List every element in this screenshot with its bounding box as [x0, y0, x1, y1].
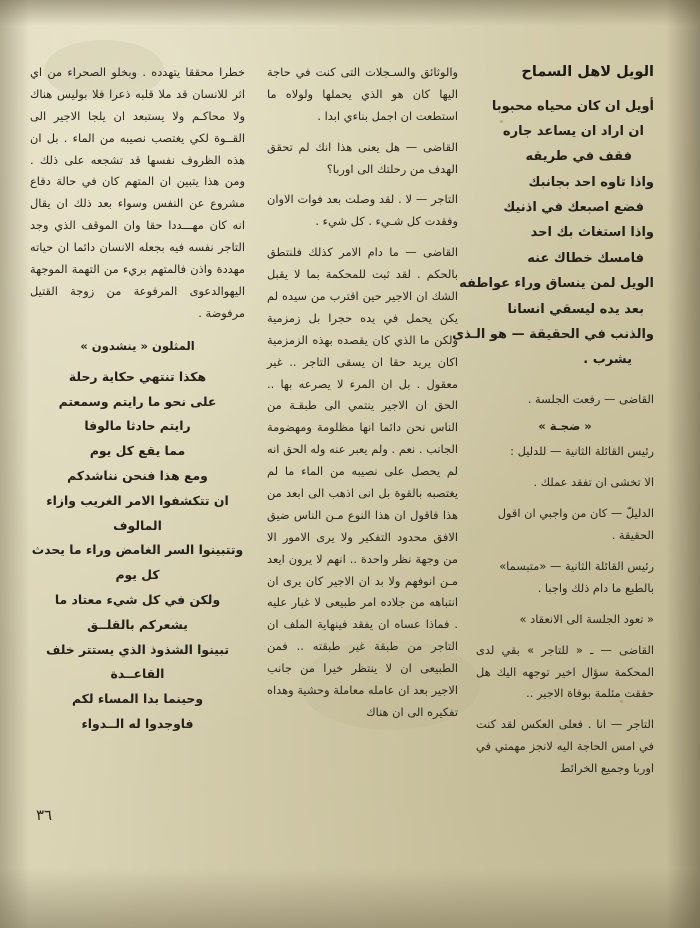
poem-line: فقف في طريقه: [525, 149, 632, 165]
verse-line: وتتبينوا السر الغامض وراء ما يحدث كل يوم: [31, 542, 244, 583]
verse-line: وحينما بدا المساء لكم: [71, 691, 204, 707]
column-left: [30, 62, 255, 822]
poem-line: يشرب .: [583, 352, 632, 368]
column-poem: [452, 62, 670, 822]
body-paragraph: والوثائق والسـجلات التى كنت في حاجة اليها كان هو الذي يحملها ولولاه ما استطعت ان اجمل بناءي ابدا .: [267, 65, 458, 123]
verse-line: فاوجدوا له الــدواء: [81, 716, 194, 732]
dialogue-line: رئيس القائلة الثانية — للدليل :: [510, 444, 654, 459]
dialogue-line: رئيس القائلة الثانية — «متبسما» بالطبع ما دام ذلك واجبا .: [499, 558, 654, 595]
page-edge-bottom-shadow: [0, 868, 700, 928]
verse-line: تبينوا الشذوذ الذي يستتر خلف القاعــدة: [45, 641, 230, 682]
poem-line: واذا استغاث بك احد: [530, 225, 654, 241]
stage-direction: القاضى — رفعت الجلسة .: [527, 391, 654, 406]
poem-title: الويل لاهل السماح: [521, 64, 654, 80]
page-edge-top-shadow: [0, 0, 700, 26]
body-paragraph: التاجر — لا . لقد وصلت بعد فوات الاوان وفقدت كل شـيء . كل شيء .: [267, 192, 458, 229]
page-number: ٣٦: [36, 806, 53, 824]
verse-line: رايتم حادثا مالوفا: [84, 418, 191, 434]
verse-line: هكذا تنتهي حكاية رحلة: [68, 368, 207, 384]
body-paragraph: القاضى — هل يعنى هذا انك لم تحقق الهدف من رحلتك الى اوربا؟: [267, 139, 458, 176]
dialogue-line: الدليلّ — كان من واجبي ان اقول الحقيقة .: [497, 506, 654, 543]
page-columns: [30, 62, 670, 822]
poem-line: والذنب في الحقيقة — هو الـذى: [452, 326, 654, 342]
dialogue-line: القاضى — ـ « للتاجر » بقي لدى المحكمة سؤال اخير توجهه اليك هل حققت مئلمة بوفاة الاجير ..: [476, 642, 654, 701]
poem-line: أويل ان كان محياه محبوبا: [491, 98, 654, 114]
poem-line: فامسك خطاك عنه: [527, 250, 644, 266]
page-edge-left-shadow: [0, 0, 30, 928]
closing-verses: [30, 365, 245, 737]
poem-line: ان اراد ان يساعد جاره: [502, 124, 644, 140]
page-binding-shadow: [666, 0, 700, 928]
verse-line: ومع هذا فنحن نناشدكم: [67, 467, 208, 483]
verse-line: ان تتكشفوا الامر الغريب وازاء المالوف: [46, 492, 229, 533]
verse-line: ولكن في كل شيء معتاد ما يشعركم بالقلــق: [54, 592, 221, 632]
section-marker: « ضجـة »: [538, 419, 592, 434]
poem-line: بعد يده ليسقي انسانا: [507, 301, 644, 317]
poem-line: فضع اصبعك في اذنيك: [503, 200, 644, 216]
column-middle: [255, 62, 470, 822]
poem-line: واذا تاوه احد بجانبك: [528, 174, 654, 190]
body-paragraph: خطرا محققا يتهدده . وبخلو الصحراء من اي اثر للانسان قد ملا قلبه ذعرا فلا بوليس هناك ولا محاكـم ولا يستبعد ان يلجا الاجير الى القــوة لكي يغتصب نصيبه من الماء . بل ان هذه الظروف نفسها قد تشجعه على ذلك . ومن هذا يتبين ان المتهم كان في حالة دفاع مشروع عن النفس وسواء بعد ذلك ان يقال انه كان مهـــددا حقا وان الموقف الذي وجد التاجر نفسه فيه بجعله الانسان دائما ان حياته مهددة واذن فالمتهم بريء من التهمة الموجهة اليهوالدعوى المرفوعة من زوجة القتيل مرفوضة .: [30, 65, 245, 320]
verse-line: على نحو ما رايتم وسمعتم: [58, 393, 217, 409]
chorus-label: المثلون « ينشدون »: [80, 338, 195, 353]
poem-line: الويل لمن ينساق وراء عواطفه: [459, 276, 654, 292]
body-paragraph: القاضى — ما دام الامر كذلك فلنتطق بالحكم . لقد ثبت للمحكمة بما لا يقبل الشك ان الاجير حين اقترب من سيده لم يكن يحمل في يده حجرا بل زمزمية ولكن ما الذي كان يقصده بهذه الزمزمية اكان يريد حقا ان يسقى التاجر .. غير معقول . بل ان المرء لا يصرعه بها .. الحق ان الاجير ينتمي الى طبقـة من الناس نحن دائما انها مظلومة ومهضومة الجانب . نعم . ولم يعبر عنه وله الحق انه لم يحصل على نصيبه من الماء ما لم يغتصبه بالقوة بل انى اذهب الى ابعد من هذا فاقول ان هذا النوع مـن الناس ضيق الافق محدود التفكير ولا يرى الامور الا من وجهة نظر واحدة .. انهم لا يرون ايعد مـن انوفهم ولا بد ان الاجير كان يرى ان انتباهه من جلاده امر طبيعى لا غبار عليه . فماذا عساه ان يفقد فينهاية الملف ان التاجر من طبقة غير طبقته .. فمن الطبيعى ان لا ينتظر خيرا من جانب الاجير بعد ان عامله معاملة وحشية وهداه تفكيره الى ان هناك: [267, 245, 458, 719]
dialogue-line: التاجر — انا . فعلى العكس لقد كنت في امس الحاجة اليه لانجز مهمتي في اوربا وجميع الخرائط: [476, 717, 654, 776]
verse-line: مما يقع كل يوم: [89, 443, 186, 459]
dialogue-line: الا تخشى ان تفقد عملك .: [533, 475, 654, 490]
stage-direction: « تعود الجلسة الى الانعقاد »: [519, 611, 654, 626]
